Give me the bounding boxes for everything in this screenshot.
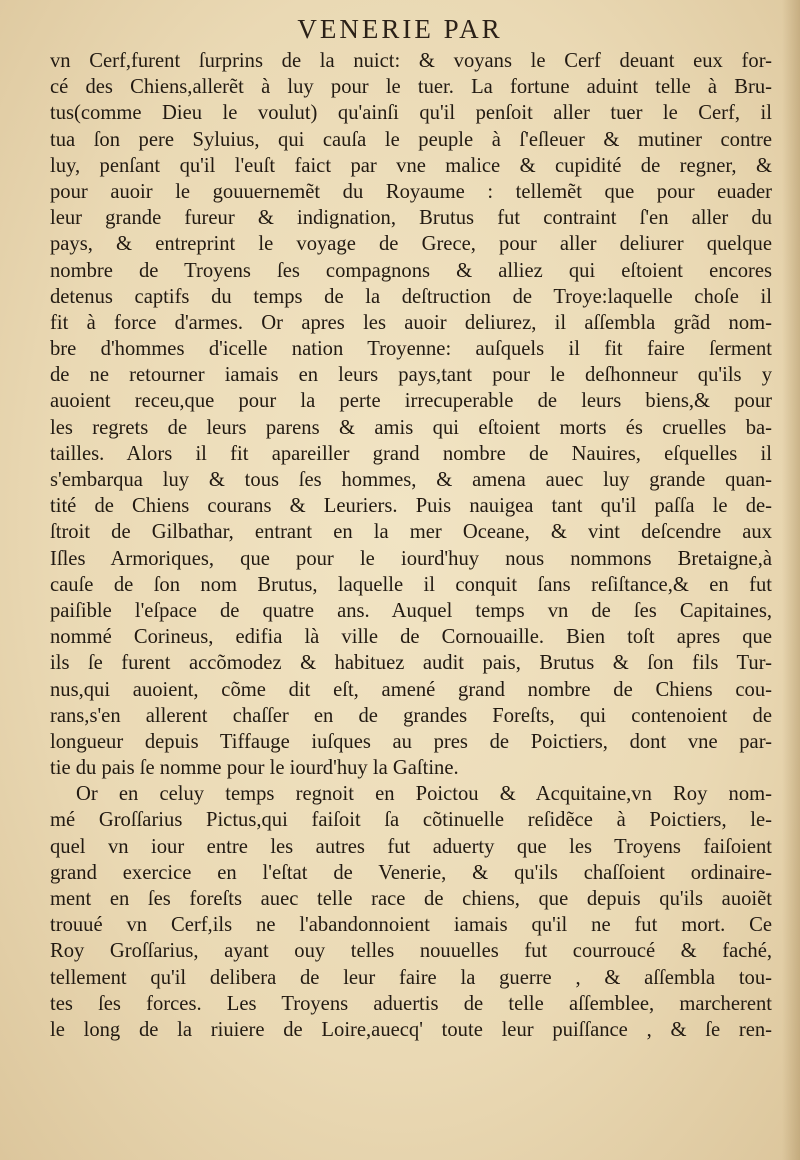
text-line: ils ſe furent accõmodez & habituez audit pais, Brutus & ſon fils Tur- <box>50 652 772 675</box>
text-line: tité de Chiens courans & Leuriers. Puis nauigea tant qu'il paſſa le de- <box>50 495 772 518</box>
text-line: grand exercice en l'eſtat de Venerie, & qu'ils chaſſoient ordinaire- <box>50 861 772 884</box>
text-line: nombre de Troyens ſes compagnons & alliez qui eſtoient encores <box>50 259 772 282</box>
text-line: rans,s'en allerent chaſſer en de grandes Foreſts, qui contenoient de <box>50 704 772 727</box>
text-line: leur grande fureur & indignation, Brutus fut contraint ſ'en aller du <box>50 207 772 230</box>
text-line: les regrets de leurs parens & amis qui eſtoient morts és cruelles ba- <box>50 416 772 439</box>
paragraph-start-line: Or en celuy temps regnoit en Poictou & Acquitaine,vn Roy nom- <box>76 783 772 806</box>
text-line: le long de la riuiere de Loire,auecq' toute leur puiſſance , & ſe ren- <box>50 1018 772 1041</box>
text-line: de ne retourner iamais en leurs pays,tant pour le deſhonneur qu'ils y <box>50 364 772 387</box>
text-line: nus,qui auoient, cõme dit eſt, amené grand nombre de Chiens cou- <box>50 678 772 701</box>
text-line: quel vn iour entre les autres fut aduerty que les Troyens faiſoient <box>50 835 772 858</box>
text-line: trouué vn Cerf,ils ne l'abandonnoient iamais qu'il ne fut mort. Ce <box>50 914 772 937</box>
text-line: ſtroit de Gilbathar, entrant en la mer Oceane, & vint deſcendre aux <box>50 521 772 544</box>
text-line: paiſible l'eſpace de quatre ans. Auquel temps vn de ſes Capitaines, <box>50 599 772 622</box>
text-line: detenus captifs du temps de la deſtruction de Troye:laquelle choſe il <box>50 285 772 308</box>
text-line: tua ſon pere Syluius, qui cauſa le peuple à ſ'eſleuer & mutiner contre <box>50 128 772 151</box>
text-line: mé Groſſarius Pictus,qui faiſoit ſa cõtinuelle reſidẽce à Poictiers, le- <box>50 809 772 832</box>
text-line: fit à force d'armes. Or apres les auoir deliurez, il aſſembla grãd nom- <box>50 311 772 334</box>
paragraph-end-line: tie du pais ſe nomme pour le iourd'huy la Gaſtine. <box>50 757 459 780</box>
text-line: tus(comme Dieu le voulut) qu'ainſi qu'il penſoit aller tuer le Cerf, il <box>50 102 772 125</box>
text-line: cauſe de ſon nom Brutus, laquelle il conquit ſans reſiſtance,& en fut <box>50 573 772 596</box>
text-line: nommé Corineus, edifia là ville de Cornouaille. Bien toſt apres que <box>50 626 772 649</box>
text-line: pour auoir le gouuernemẽt du Royaume : tellemẽt que pour euader <box>50 180 772 203</box>
text-line: pays, & entreprint le voyage de Grece, pour aller deliurer quelque <box>50 233 772 256</box>
text-line: Roy Groſſarius, ayant ouy telles nouuelles fut courroucé & faché, <box>50 940 772 963</box>
text-line: ment en ſes foreſts auec telle race de chiens, que depuis qu'ils auoiẽt <box>50 888 772 910</box>
text-line: tailles. Alors il fit apareiller grand nombre de Nauires, eſquelles il <box>50 442 772 465</box>
text-line: s'embarqua luy & tous ſes hommes, & amena auec luy grande quan- <box>50 469 772 491</box>
text-line: cé des Chiens,allerẽt à luy pour le tuer. La fortune aduint telle à Bru- <box>50 76 772 99</box>
text-line: luy, penſant qu'il l'euſt faict par vne malice & cupidité de regner, & <box>50 154 772 177</box>
text-line: longueur depuis Tiffauge iuſques au pres de Poictiers, dont vne par- <box>50 730 772 753</box>
text-line: auoient receu,que pour la perte irrecuperable de leurs biens,& pour <box>50 390 772 413</box>
page-edge-shadow <box>782 0 800 1160</box>
text-line: vn Cerf,furent ſurprins de la nuict: & voyans le Cerf deuant eux for- <box>50 50 772 72</box>
text-line: bre d'hommes d'icelle nation Troyenne: auſquels il fit faire ſerment <box>50 338 772 361</box>
text-line: tes ſes forces. Les Troyens aduertis de telle aſſemblee, marcherent <box>50 992 772 1015</box>
text-line: tellement qu'il delibera de leur faire la guerre , & aſſembla tou- <box>50 966 772 989</box>
text-line: Iſles Armoriques, que pour le iourd'huy nous nommons Bretaigne,à <box>50 547 772 570</box>
body-text <box>50 48 772 1043</box>
running-head: VENERIE PAR <box>297 14 503 44</box>
